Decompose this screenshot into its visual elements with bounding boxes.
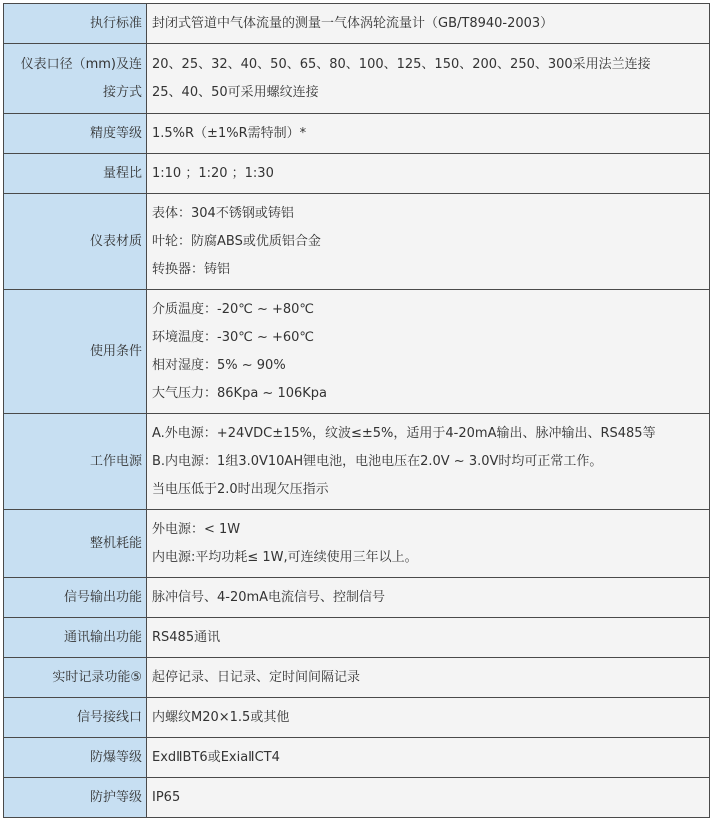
spec-label-cell — [4, 114, 147, 154]
spec-value-cell — [147, 578, 710, 618]
spec-row — [4, 510, 710, 578]
spec-label-cell — [4, 698, 147, 738]
spec-label-cell — [4, 738, 147, 778]
spec-value-cell — [147, 4, 710, 44]
spec-row — [4, 154, 710, 194]
spec-value-text: 相对湿度：5% ~ 90% — [152, 357, 286, 373]
spec-row — [4, 114, 710, 154]
spec-label-text: 精度等级 — [89, 125, 142, 141]
spec-value-text: IP65 — [152, 789, 181, 805]
spec-row — [4, 778, 710, 818]
spec-label-text: 实时记录功能⑤ — [52, 669, 142, 685]
spec-label-text: 仪表口径（mm)及连 — [20, 56, 142, 72]
spec-row — [4, 44, 710, 114]
spec-row — [4, 738, 710, 778]
spec-value-text: 25、40、50可采用螺纹连接 — [152, 84, 319, 100]
spec-value-text: 环境温度：-30℃ ~ +60℃ — [152, 329, 315, 345]
spec-value-text: 转换器：铸铝 — [152, 261, 231, 277]
spec-label-cell — [4, 510, 147, 578]
spec-table-body — [4, 4, 710, 818]
spec-label-text: 仪表材质 — [89, 233, 142, 249]
spec-value-text: 20、25、32、40、50、65、80、100、125、150、200、250、300采用法兰连接 — [152, 56, 651, 72]
spec-label-text: 接方式 — [102, 84, 142, 100]
spec-label-text: 执行标准 — [89, 15, 142, 31]
spec-label-text: 通讯输出功能 — [63, 629, 142, 645]
spec-value-cell — [147, 658, 710, 698]
spec-value-text: 内螺纹M20×1.5或其他 — [152, 709, 290, 725]
spec-value-cell — [147, 510, 710, 578]
spec-label-cell — [4, 414, 147, 510]
spec-value-text: RS485通讯 — [152, 629, 221, 645]
spec-label-text: 防护等级 — [89, 789, 142, 805]
spec-value-text: A.外电源：+24VDC±15%，纹波≤±5%，适用于4-20mA输出、脉冲输出、RS485等 — [152, 425, 656, 441]
spec-value-cell — [147, 414, 710, 510]
spec-row — [4, 4, 710, 44]
spec-label-cell — [4, 778, 147, 818]
spec-label-cell — [4, 44, 147, 114]
spec-value-cell — [147, 698, 710, 738]
spec-value-text: ExdⅡBT6或ExiaⅡCT4 — [152, 749, 280, 765]
spec-label-text: 整机耗能 — [89, 535, 142, 551]
spec-value-text: 封闭式管道中气体流量的测量一气体涡轮流量计（GB/T8940-2003） — [152, 15, 554, 31]
spec-value-text: 内电源:平均功耗≤ 1W,可连续使用三年以上。 — [152, 549, 418, 565]
spec-value-cell — [147, 44, 710, 114]
spec-label-text: 信号输出功能 — [63, 589, 142, 605]
spec-value-text: 1:10 ；1:20 ；1:30 — [152, 165, 274, 181]
spec-value-text: 脉冲信号、4-20mA电流信号、控制信号 — [152, 589, 386, 605]
spec-label-cell — [4, 154, 147, 194]
spec-label-text: 信号接线口 — [76, 709, 142, 725]
spec-row — [4, 290, 710, 414]
spec-value-text: 大气压力：86Kpa ~ 106Kpa — [152, 385, 327, 401]
spec-label-text: 防爆等级 — [89, 749, 142, 765]
spec-value-text: 当电压低于2.0时出现欠压指示 — [152, 481, 329, 497]
spec-row — [4, 194, 710, 290]
spec-label-cell — [4, 4, 147, 44]
spec-row — [4, 618, 710, 658]
spec-value-cell — [147, 738, 710, 778]
spec-label-text: 量程比 — [102, 165, 142, 181]
spec-value-cell — [147, 618, 710, 658]
spec-value-text: B.内电源：1组3.0V10AH锂电池，电池电压在2.0V ~ 3.0V时均可正常工作。 — [152, 453, 603, 469]
spec-value-text: 外电源：< 1W — [152, 521, 241, 537]
spec-value-cell — [147, 194, 710, 290]
spec-value-cell — [147, 290, 710, 414]
spec-value-cell — [147, 154, 710, 194]
spec-label-text: 工作电源 — [89, 453, 142, 469]
spec-label-cell — [4, 194, 147, 290]
spec-label-cell — [4, 578, 147, 618]
spec-value-text: 1.5%R（±1%R需特制）* — [152, 125, 307, 141]
spec-label-text: 使用条件 — [89, 343, 142, 359]
spec-label-cell — [4, 290, 147, 414]
spec-label-cell — [4, 618, 147, 658]
spec-value-cell — [147, 114, 710, 154]
spec-row — [4, 414, 710, 510]
spec-row — [4, 658, 710, 698]
spec-row — [4, 578, 710, 618]
spec-table — [3, 3, 710, 818]
spec-value-text: 介质温度：-20℃ ~ +80℃ — [152, 301, 315, 317]
spec-value-text: 起停记录、日记录、定时间间隔记录 — [152, 669, 361, 685]
spec-value-text: 表体：304不锈钢或铸铝 — [152, 205, 294, 221]
spec-label-cell — [4, 658, 147, 698]
spec-value-cell — [147, 778, 710, 818]
spec-value-text: 叶轮：防腐ABS或优质铝合金 — [152, 233, 321, 249]
spec-row — [4, 698, 710, 738]
